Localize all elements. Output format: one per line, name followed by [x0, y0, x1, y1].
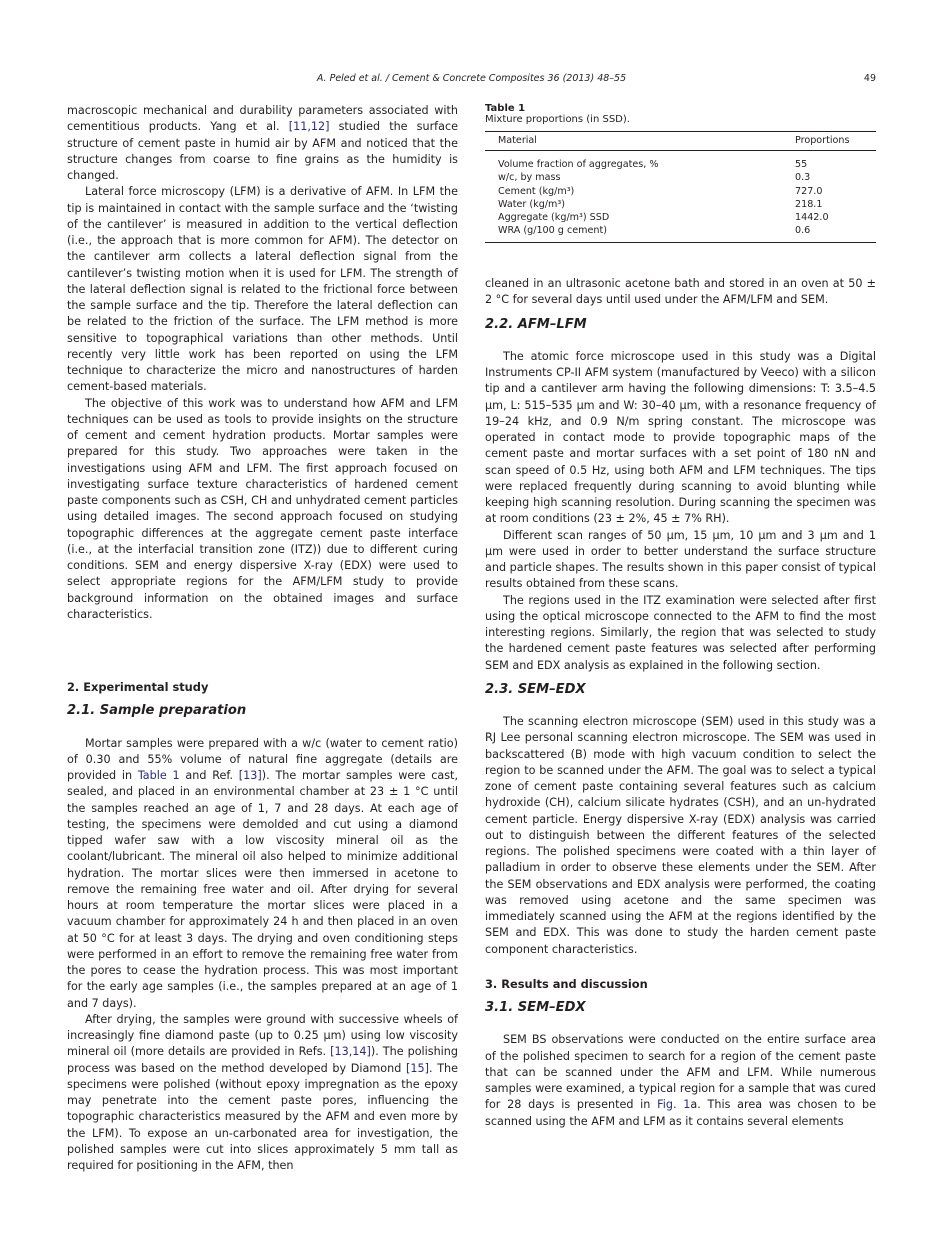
left-column — [67, 103, 458, 1174]
table-row: w/c, by mass 0.3 — [498, 172, 811, 184]
section-heading: 2. Experimental study — [67, 680, 209, 694]
paragraph: Different scan ranges of 50 µm, 15 µm, 10 µm and 3 µm and 1 µm were used in order to better understand the surface structure and particle shapes. The results shown in this paper consist of typical results obtained from these scans. — [485, 528, 876, 591]
mixture-table — [485, 131, 876, 243]
table-1 — [485, 103, 876, 243]
reference-link[interactable]: [11,12] — [288, 120, 330, 134]
paragraph: The regions used in the ITZ examination were selected after first using the optical microscope connected to the AFM to find the most interesting regions. Similarly, the region that was selected to study the hardened cement paste features was selected after performing SEM and EDX analysis as explained in the following section. — [485, 593, 876, 672]
table-header: Proportions — [782, 132, 876, 151]
table-header: Material — [485, 132, 782, 151]
paragraph: The scanning electron microscope (SEM) used in this study was a RJ Lee personal scanning electron microscope. The SEM was used in backscattered (B) mode with high vacuum condition to select the region to be scanned under the AFM. The goal was to select a typical zone of cement paste containing several features such as calcium hydroxide (CH), calcium silicate hydrates (CSH), and an un-hydrated cement particle. Energy dispersive X-ray (EDX) analysis was carried out to distinguish between the different features of the selected regions. The polished specimens were coated with a thin layer of palladium in order to observe these elements under the SEM. After the SEM observations and EDX analysis were performed, the coating was removed using acetone and the same specimen was immediately scanned using the AFM at the regions identified by the SEM and EDX. This was done to study the harden cement paste component characteristics. — [485, 715, 876, 956]
page-number: 49 — [863, 73, 876, 84]
right-column — [485, 276, 876, 1130]
running-header — [67, 73, 876, 87]
table-label: Table 1 — [485, 103, 526, 114]
subsection-heading: 2.1. Sample preparation — [67, 703, 247, 719]
table-row: WRA (g/100 g cement) 0.6 — [498, 225, 811, 237]
paragraph: The objective of this work was to understand how AFM and LFM techniques can be used as tools to provide insights on the structure of cement and cement hydration products. Mortar samples were prepared for this study. Two approaches were taken in the investigations using AFM and LFM. The first approach focused on investigating surface texture characteristics of hardened cement paste components such as CSH, CH and unhydrated cement particles using detailed images. The second approach focused on studying topographic differences at the aggregate cement paste interface (i.e., at the interfacial transition zone (ITZ)) due to different curing conditions. SEM and energy dispersive X-ray (EDX) were used to select appropriate regions for the AFM/LFM study to provide background information on the obtained images and surface characteristics. — [67, 396, 458, 621]
figure-link[interactable]: Fig. 1 — [657, 1098, 691, 1112]
subsection-heading: 2.3. SEM–EDX — [485, 681, 586, 697]
paragraph: cleaned in an ultrasonic acetone bath and stored in an oven at 50 ± 2 °C for several days until used under the AFM/LFM and SEM. — [485, 277, 876, 307]
subsection-heading: 2.2. AFM–LFM — [485, 316, 587, 332]
table-row: Cement (kg/m³) 727.0 — [498, 185, 823, 197]
journal-citation: A. Peled et al. / Cement & Concrete Composites 36 (2013) 48–55 — [316, 73, 627, 84]
reference-link[interactable]: [13,14] — [330, 1045, 371, 1059]
reference-link[interactable]: [13] — [238, 769, 262, 782]
reference-link[interactable]: [15] — [405, 1061, 429, 1075]
paragraph: Lateral force microscopy (LFM) is a derivative of AFM. In LFM the tip is maintained in contact with the sample surface and the ‘twisting of the cantilever’ is measured in addition to the vertical deflection (i.e., the approach that is more common for AFM). The detector on the cantilever arm collects a lateral deflection signal from the cantilever’s twisting motion when it is used for LFM. The strength of the lateral deflection signal is related to the frictional force between the sample surface and the tip. Therefore the lateral deflection can be related to the friction of the surface. The LFM method is more sensitive to topographical variations than other methods. Until recently very little work has been reported on using the LFM technique to characterize the micro and nanostructures of harden cement-based materials. — [67, 185, 458, 394]
paragraph: The atomic force microscope used in this study was a Digital Instruments CP-II AFM system (manufactured by Veeco) with a silicon tip and a cantilever arm having the following dimensions: T: 3.5–4.5 µm, L: 515–535 µm and W: 30–40 µm, with a resonance frequency of 19–24 kHz, and 0.9 N/m spring constant. The microscope was operated in contact mode to provide topographic maps of the cement paste and mortar surfaces with a set point of 180 nN and scan speed of 0.5 Hz, using both AFM and LFM techniques. The tips were replaced frequently during scanning to avoid blunting while keeping high scanning resolution. During scanning the specimen was at room conditions (23 ± 2%, 45 ± 7% RH). — [485, 349, 876, 526]
section-heading: 3. Results and discussion — [485, 976, 648, 991]
table-row: Volume fraction of aggregates, % 55 — [498, 159, 808, 170]
paragraph: macroscopic mechanical and durability parameters associated with cementitious products. Yang et al. [11,12] studied the surface structure of cement paste in humid air by AFM and noticed that the structure changes from coarse to fine grains as the humidity is changed. — [67, 104, 458, 182]
subsection-heading: 3.1. SEM–EDX — [485, 1000, 586, 1015]
paragraph: After drying, the samples were ground with successive wheels of increasingly fine diamond paste (up to 0.25 µm) using low viscosity mineral oil (more details are provided in Refs. [13,14]). The polishing process was based on the method developed by Diamond [15]. The specimens were polished (without epoxy impregnation as the epoxy may penetrate into the cement paste pores, influencing the topographic characteristics measured by the AFM and even more by the LFM). To expose an un-carbonated area for investigation, the polished samples were cut into slices approximately 5 mm tall as required for positioning in the AFM, then — [67, 1012, 458, 1172]
table-row: Aggregate (kg/m³) SSD 1442.0 — [498, 212, 829, 224]
table-link[interactable]: Table 1 — [137, 769, 180, 782]
table-row: Water (kg/m³) 218.1 — [498, 198, 823, 210]
paragraph: Mortar samples were prepared with a w/c (water to cement ratio) of 0.30 and 55% volume of natural fine aggregate (details are provided in Table 1 and Ref. [13]). The mortar samples were cast, sealed, and placed in an environmental chamber at 23 ± 1 °C until the samples reached an age of 1, 7 and 28 days. At each age of testing, the specimens were demolded and cut using a diamond tipped wafer saw with a low viscosity mineral oil as the coolant/lubricant. The mineral oil also helped to minimize additional hydration. The mortar slices were then immersed in acetone to remove the remaining free water and oil. After drying for several hours at room temperature the mortar slices were placed in a vacuum chamber for approximately 24 h and then placed in an oven at 50 °C for at least 3 days. The drying and oven conditioning steps were performed in an effort to remove the remaining free water from the pores to cease the hydration process. This was most important for the early age samples (i.e., the samples prepared at an age of 1 and 7 days). — [67, 736, 458, 1010]
paragraph: SEM BS observations were conducted on the entire surface area of the polished specimen to search for a region of the cement paste that can be scanned under the AFM and LFM. While numerous samples were examined, a typical region for a sample that was cured for 28 days is presented in Fig. 1a. This area was chosen to be scanned using the AFM and LFM as it contains several elements — [485, 1033, 877, 1128]
table-caption: Mixture proportions (in SSD). — [485, 114, 630, 125]
